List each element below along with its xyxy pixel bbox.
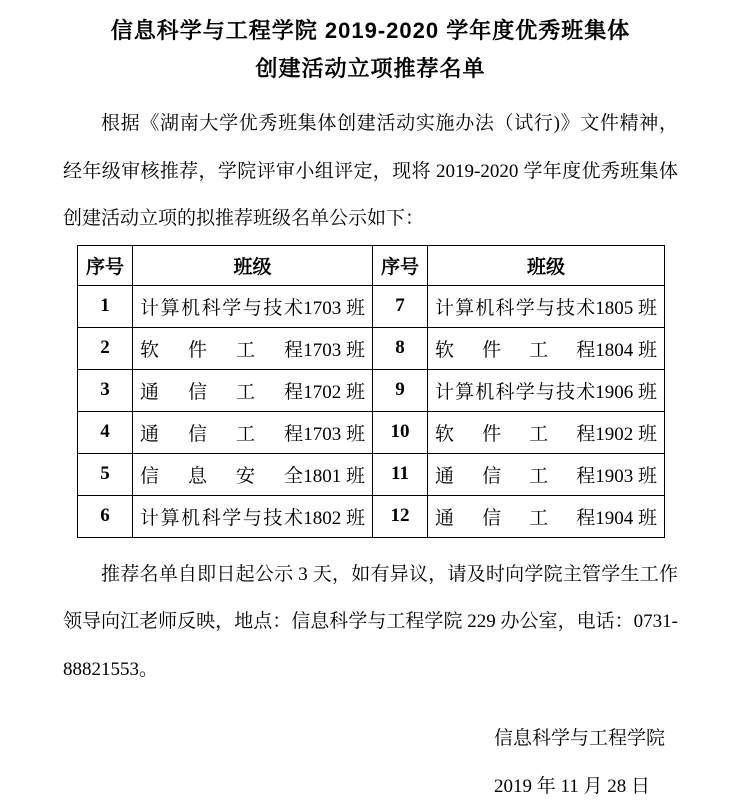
serial-cell: 12 — [373, 495, 428, 537]
table-row — [78, 327, 665, 369]
class-number: 1903 班 — [595, 465, 657, 487]
table-row — [78, 369, 665, 411]
intro-paragraph — [63, 100, 678, 243]
header-class-right: 班级 — [428, 245, 665, 285]
intro-line-2: 经年级审核推荐，学院评审小组评定，现将 2019-2020 学年度优秀班集体 — [63, 160, 678, 182]
class-number: 1703 班 — [303, 297, 365, 319]
header-serial-left: 序号 — [78, 245, 133, 285]
serial-cell: 9 — [373, 369, 428, 411]
major-name: 通信工程 — [140, 381, 303, 403]
serial-cell: 7 — [373, 285, 428, 327]
class-number: 1703 班 — [303, 423, 365, 445]
class-cell — [428, 453, 665, 495]
major-name: 通信工程 — [435, 465, 596, 487]
signature-date: 2019 年 11 月 28 日 — [493, 776, 650, 797]
major-name: 通信工程 — [140, 423, 303, 445]
serial-cell: 3 — [78, 369, 133, 411]
intro-line-1: 根据《湖南大学优秀班集体创建活动实施办法（试行)》文件精神， — [101, 113, 678, 134]
class-number: 1703 班 — [303, 339, 365, 361]
serial-cell: 2 — [78, 327, 133, 369]
class-cell — [428, 285, 665, 327]
class-number: 1802 班 — [303, 507, 365, 529]
major-name: 软件工程 — [435, 423, 596, 445]
notice-line-1: 推荐名单自即日起公示 3 天，如有异议，请及时向学院主管学生工作 — [101, 563, 678, 585]
header-class-left: 班级 — [133, 245, 373, 285]
class-number: 1904 班 — [595, 507, 657, 529]
class-cell — [133, 495, 373, 537]
class-cell — [428, 411, 665, 453]
serial-cell: 6 — [78, 495, 133, 537]
table-row — [78, 411, 665, 453]
signature-college: 信息科学与工程学院 — [493, 728, 665, 749]
class-cell — [133, 327, 373, 369]
class-recommendation-table — [77, 245, 665, 538]
major-name: 计算机科学与技术 — [435, 381, 596, 403]
class-cell — [133, 453, 373, 495]
page-title-line2: 创建活动立项推荐名单 — [255, 56, 486, 81]
page-title-line1: 信息科学与工程学院 2019-2020 学年度优秀班集体 — [110, 18, 631, 43]
major-name: 计算机科学与技术 — [140, 297, 303, 319]
major-name: 通信工程 — [435, 507, 596, 529]
major-name: 软件工程 — [140, 339, 303, 361]
class-cell — [133, 285, 373, 327]
table-row — [78, 495, 665, 537]
major-name: 信息安全 — [140, 465, 303, 487]
serial-cell: 1 — [78, 285, 133, 327]
table-row — [78, 285, 665, 327]
intro-line-3: 创建活动立项的拟推荐班级名单公示如下： — [63, 208, 425, 229]
notice-paragraph — [63, 551, 678, 694]
major-name: 软件工程 — [435, 339, 596, 361]
major-name: 计算机科学与技术 — [140, 507, 303, 529]
class-number: 1702 班 — [303, 381, 365, 403]
class-number: 1801 班 — [303, 465, 365, 487]
serial-cell: 10 — [373, 411, 428, 453]
notice-line-2: 领导向江老师反映，地点：信息科学与工程学院 229 办公室，电话：0731- — [63, 611, 678, 632]
table-header-row — [78, 245, 665, 285]
table-row — [78, 453, 665, 495]
class-cell — [133, 411, 373, 453]
header-serial-right: 序号 — [373, 245, 428, 285]
class-cell — [428, 369, 665, 411]
class-number: 1805 班 — [595, 297, 657, 319]
class-number: 1804 班 — [595, 339, 657, 361]
class-cell — [133, 369, 373, 411]
class-number: 1906 班 — [595, 381, 657, 403]
notice-line-3: 88821553。 — [63, 658, 159, 680]
class-number: 1902 班 — [595, 423, 657, 445]
class-cell — [428, 327, 665, 369]
class-cell — [428, 495, 665, 537]
major-name: 计算机科学与技术 — [435, 297, 596, 319]
serial-cell: 8 — [373, 327, 428, 369]
serial-cell: 4 — [78, 411, 133, 453]
serial-cell: 11 — [373, 453, 428, 495]
serial-cell: 5 — [78, 453, 133, 495]
